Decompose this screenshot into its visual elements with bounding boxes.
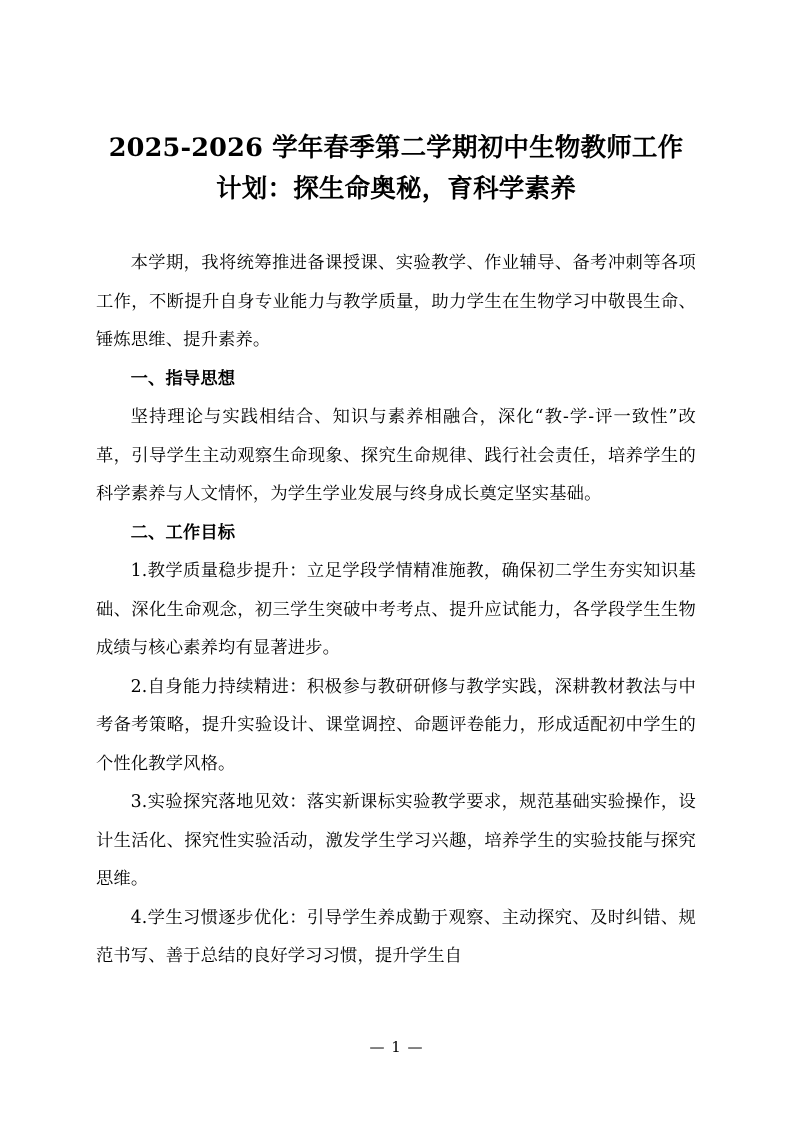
page-title: 2025-2026 学年春季第二学期初中生物教师工作计划：探生命奥秘，育科学素养 (108, 133, 684, 204)
page-number: — 1 — (369, 1038, 424, 1056)
paragraph-goal-2: 2.自身能力持续精进：积极参与教研研修与教学实践，深耕教材教法与中考备考策略，提升实验设计、课堂调控、命题评卷能力，形成适配初中学生的个性化教学风格。 (96, 676, 696, 774)
paragraph-goal-1: 1.教学质量稳步提升：立足学段学情精准施教，确保初二学生夯实知识基础、深化生命观念，初三学生突破中考考点、提升应试能力，各学段学生生物成绩与核心素养均有显著进步。 (96, 561, 696, 658)
paragraph-intro: 本学期，我将统筹推进备课授课、实验教学、作业辅导、备考冲刺等各项工作，不断提升自身专业能力与教学质量，助力学生在生物学习中敬畏生命、锤炼思维、提升素养。 (96, 253, 696, 350)
document-body (96, 128, 696, 976)
paragraph-goal-3: 3.实验探究落地见效：落实新课标实验教学要求，规范基础实验操作，设计生活化、探究性实验活动，激发学生学习兴趣，培养学生的实验技能与探究思维。 (96, 792, 696, 889)
paragraph-goal-4: 4.学生习惯逐步优化：引导学生养成勤于观察、主动探究、及时纠错、规范书写、善于总结的良好学习习惯，提升学生自 (96, 907, 696, 966)
paragraph-guiding-thought: 坚持理论与实践相结合、知识与素养相融合，深化“教-学-评一致性”改革，引导学生主动观察生命现象、探究生命规律、践行社会责任，培养学生的科学素养与人文情怀，为学生学业发展与终身成长奠定坚实基础。 (96, 407, 696, 504)
section-heading-guiding-thought: 一、指导思想 (130, 368, 236, 389)
section-heading-work-goals: 二、工作目标 (130, 522, 236, 543)
